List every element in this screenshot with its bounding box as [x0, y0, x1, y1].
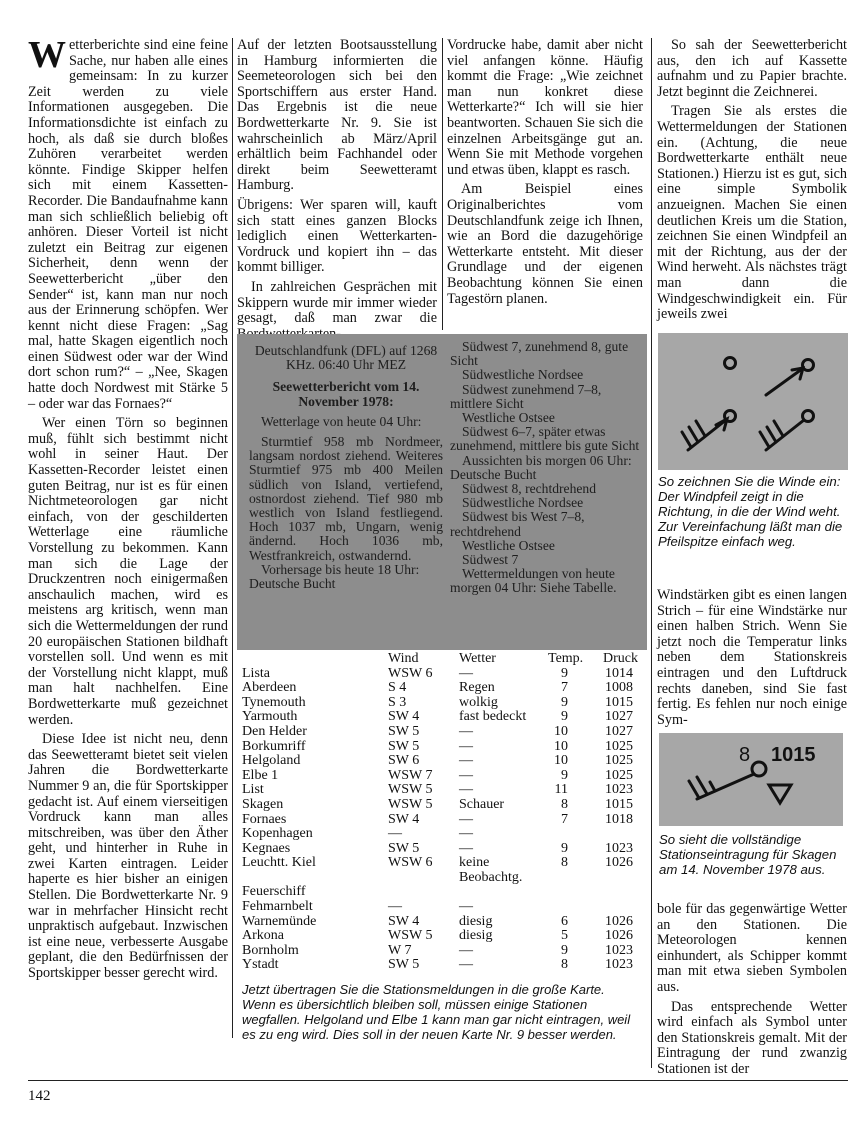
report-line: Deutschlandfunk (DFL) auf 1268 KHz. 06:40 Uhr MEZ — [254, 343, 438, 373]
header-wind: Wind — [388, 651, 419, 666]
station-name: Borkumriff — [242, 738, 306, 754]
report-line: Südwest 8, rechtdrehend — [462, 481, 597, 497]
station-wetter-line: — — [459, 782, 473, 798]
station-druck: 1025 — [605, 753, 633, 769]
station-druck: 1014 — [605, 665, 633, 681]
report-line: Südwest 7, zunehmend 8, gute Sicht — [450, 339, 629, 369]
report-line: Südwest 6–7, später etwas zunehmend, mittlere bis gute Sicht — [450, 424, 640, 454]
station-wetter-line: Regen — [459, 680, 495, 696]
station-temp: 7 — [561, 680, 568, 696]
column-rule-1 — [232, 38, 233, 1038]
article-column-3 — [447, 38, 643, 311]
article-column-4-middle — [657, 588, 847, 732]
station-wetter-line: — — [459, 942, 473, 958]
station-name: List — [242, 782, 264, 798]
station-wetter-line: — — [459, 957, 473, 973]
paragraph-text: etterberichte sind eine feine Sache, nur haben alle eines gemeinsam: In zu kurzer Zeit werden zu viele Informationen ausgegeben. Die Informationsdichte ist einfach zu hoch, als daß sie durch bloßes Zuhören verarbeitet werden könnte. Findige Skipper helfen sich mit einem Kassetten-Recorder. Die Bandaufnahme kann man sich schließlich beliebig oft anhören. Dieser Vorteil ist nicht zuletzt ein Beitrag zur eigenen Sicherheit, denn wenn der Seewetterbericht „über den Sender“ ist, kann man nur noch aus der Erinnerung schöpfen. Wer kennt nicht diese Fragen: „Sag mal, hatte Skagen eigentlich noch einen Südwest oder war der Wind dort schon rum?“ – „Nee, Skagen hatte doch Nordwest mit Stärke 5 – oder war das Fornaes?“ — [28, 37, 228, 412]
station-name: Ystadt — [242, 957, 279, 973]
station-wetter — [459, 754, 473, 769]
paragraph: Übrigens: Wer sparen will, kauft sich statt eines ganzen Blocks lediglich einen Wetterkarten-Vordruck und kopiert ihn – das kommt billiger. — [237, 196, 437, 276]
station-wetter-line: diesig — [459, 928, 493, 944]
station-wetter — [459, 900, 473, 915]
station-wind: WSW 6 — [388, 855, 433, 871]
station-wetter-line: Beobachtg. — [459, 869, 523, 885]
header-wetter: Wetter — [459, 651, 496, 666]
paragraph: Vordrucke habe, damit aber nicht viel anfangen könne. Häufig kommt die Frage: „Wie zeichnet man nun konkret diese Wetterkarte?“ Ich will sie hier beantworten. Schauen Sie sich die einzelnen Arbeitsgänge gut an. Wenn Sie mit Methode vorgehen und etwas üben, klappt es rasch. — [447, 37, 643, 178]
table-row — [240, 944, 645, 959]
report-line: Wetterlage von heute 04 Uhr: — [261, 413, 422, 429]
station-name: Feuerschiff — [242, 884, 306, 900]
station-name: Arkona — [242, 928, 284, 944]
station-wind: SW 5 — [388, 840, 420, 856]
table-row — [240, 740, 645, 755]
station-druck: 1015 — [605, 694, 633, 710]
wind-arrow-icon — [697, 774, 754, 799]
station-entry-illustration — [659, 733, 843, 826]
table-row — [240, 856, 645, 885]
station-druck: 1027 — [605, 723, 633, 739]
wind-feather-icon — [697, 777, 707, 794]
report-line: Westliche Ostsee — [462, 537, 555, 553]
station-temp: 7 — [561, 811, 568, 827]
station-entry-figure — [659, 733, 843, 826]
station-temp: 6 — [561, 913, 568, 929]
paragraph: Wer einen Törn so beginnen muß, fühlt sich bestimmt nicht wohl in seiner Haut. Der Kassetten-Recorder leistet einen guten Beitrag, nur ist es für einen Nichtmeteorologen gar nicht einfach, von der geschilderten Wetterlage eine räumliche Vorstellung zu bekommen. Kann man sich die Lage der Druckzentren noch einigermaßen anschaulich machen, wird es meistens arg kritisch, wenn man sich die Wettermeldungen der rund 20 europäischen Stationen bildhaft vorstellen soll. Und wenn es mit der Vorstellung nicht klappt, muß man halt nachhelfen. Eine Bordwetterkarte muß gezeichnet werden. — [28, 415, 228, 728]
station-temp: 5 — [561, 928, 568, 944]
drop-cap: W — [28, 34, 66, 76]
station-name: Fornaes — [242, 811, 287, 827]
report-line: Wettermeldungen von heute morgen 04 Uhr: Siehe Tabelle. — [450, 566, 617, 596]
weather-report-box — [237, 334, 647, 650]
paragraph: Das entsprechende Wetter wird einfach als Symbol unter den Stationskreis gemalt. Mit der Eintragung der rund zwanzig Stationen ist der — [657, 998, 847, 1077]
table-row — [240, 958, 645, 973]
table-row — [240, 798, 645, 813]
station-wetter-line: keine — [459, 855, 490, 871]
table-row — [240, 710, 645, 725]
station-wetter — [459, 667, 473, 682]
station-wind: SW 4 — [388, 811, 420, 827]
report-line: Südwest 7 — [462, 552, 519, 568]
station-wind: W 7 — [388, 942, 412, 958]
station-name: Kegnaes — [242, 840, 291, 856]
table-row — [240, 842, 645, 857]
station-druck: 1025 — [605, 738, 633, 754]
station-wind: SW 4 — [388, 709, 420, 725]
station-name: Tynemouth — [242, 694, 306, 710]
wind-feather-icon — [689, 781, 699, 798]
paragraph: Windstärken gibt es einen langen Strich – für eine Windstärke nur einen halben Strich. Wenn Sie jetzt noch die Temperatur links neben dem Stationskreis eintragen und den Luftdruck rechts daneben, sind Sie fast fertig. Es fehlen nur noch einige Sym- — [657, 587, 847, 728]
station-wetter — [459, 740, 473, 755]
table-row — [240, 900, 645, 915]
station-wetter-line: — — [459, 898, 473, 914]
station-name: Aberdeen — [242, 680, 297, 696]
station-wetter — [459, 842, 473, 857]
station-wetter — [459, 915, 492, 930]
station-wetter — [459, 725, 473, 740]
wind-feather-icon — [710, 782, 715, 791]
station-wind: WSW 5 — [388, 796, 433, 812]
report-line: Südwest bis West 7–8, rechtdrehend — [450, 509, 585, 539]
station-druck: 1023 — [605, 782, 633, 798]
station-wetter-line: — — [459, 738, 473, 754]
station-wind: SW 6 — [388, 753, 420, 769]
wind-feather-icon — [682, 432, 691, 447]
station-name: Bornholm — [242, 942, 299, 958]
wind-symbol-figure — [658, 333, 848, 470]
report-line: Aussichten bis morgen 06 Uhr: Deutsche Bucht — [450, 452, 632, 482]
temperature-label: 8 — [739, 744, 751, 766]
station-druck: 1027 — [605, 709, 633, 725]
report-line: Südwestliche Nordsee — [462, 495, 584, 511]
wind-arrow-icon — [766, 369, 802, 395]
column-rule-2 — [442, 38, 443, 330]
station-name: Den Helder — [242, 723, 307, 739]
table-body — [240, 667, 645, 973]
table-row — [240, 769, 645, 784]
station-circle-icon — [725, 358, 736, 369]
station-wind: WSW 7 — [388, 767, 433, 783]
report-line: Südwestliche Nordsee — [462, 367, 584, 383]
table-row — [240, 696, 645, 711]
table-row — [240, 915, 645, 930]
station-wetter-line: — — [459, 811, 473, 827]
station-druck: 1015 — [605, 796, 633, 812]
station-wetter — [459, 769, 473, 784]
page-number: 142 — [28, 1088, 51, 1104]
wind-feather-icon — [774, 421, 783, 436]
station-temp: 10 — [554, 738, 568, 754]
table-caption: Jetzt übertragen Sie die Stationsmeldungen in die große Karte. Wenn es übersichtlich bleiben soll, müssen einige Stationen wegfallen. Helgoland und Elbe 1 kann man gar nicht eintragen, weil es zu eng wird. Dies soll in der neuen Karte Nr. 9 besser werden. — [242, 982, 631, 1042]
wind-feather-icon — [689, 427, 698, 442]
station-druck: 1026 — [605, 855, 633, 871]
station-wetter — [459, 944, 473, 959]
station-druck: 1008 — [605, 680, 633, 696]
shower-symbol-icon — [769, 785, 791, 803]
article-column-4-bottom — [657, 902, 847, 1082]
report-line: Sturmtief 958 mb Nordmeer, langsam nordost ziehend. Weiteres Sturmtief 975 mb 400 Meilen südlich von Island, vertiefend, ostnordost ziehend. Tief 980 mb westlich von Island festliegend. Hoch 1037 mb, Ungarn, wenig ändernd. Hoch 1036 mb, Westfrankreich, ostwandernd. — [249, 434, 443, 563]
station-druck: 1023 — [605, 840, 633, 856]
article-column-4 — [657, 38, 847, 327]
table-row — [240, 929, 645, 944]
station-temp: 9 — [561, 665, 568, 681]
station-temp: 10 — [554, 753, 568, 769]
wind-feather-icon — [760, 432, 769, 447]
station-druck: 1018 — [605, 811, 633, 827]
station-wetter-line: diesig — [459, 913, 493, 929]
paragraph: Tragen Sie als erstes die Wettermeldungen der Stationen ein. (Achtung, die neue Bordwetterkarte enthält neue Stationen.) Hierzu ist es gut, sich eine simple Symbolik anzueignen. Machen Sie einen deutlichen Kreis um die Station, zeichnen Sie einen Windpfeil an mit der Richtung, aus der der Wind herweht. Als nächstes trägt man dann die Windgeschwindigkeit ein. Für jeweils zwei — [657, 103, 847, 323]
header-druck: Druck — [603, 651, 638, 666]
wind-arrows-illustration — [658, 333, 848, 470]
report-line: Westliche Ostsee — [462, 410, 555, 426]
station-temp: 8 — [561, 957, 568, 973]
station-name: Yarmouth — [242, 709, 298, 725]
station-wetter-line: — — [459, 723, 473, 739]
station-wetter-line: wolkig — [459, 694, 498, 710]
table-row — [240, 725, 645, 740]
station-druck: 1026 — [605, 928, 633, 944]
station-name: Skagen — [242, 796, 284, 812]
column-rule-3 — [651, 38, 652, 1068]
table-row — [240, 754, 645, 769]
weather-report-left — [249, 344, 443, 591]
pressure-label: 1015 — [771, 744, 816, 766]
station-wind: — — [388, 826, 402, 842]
paragraph: So sah der Seewetterbericht aus, den ich auf Kassette aufnahm und zu Papier brachte. Jetzt beginnt die Zeichnerei. — [657, 37, 847, 100]
article-column-2 — [237, 38, 437, 346]
station-wetter-line: — — [459, 753, 473, 769]
station-name: Lista — [242, 665, 270, 681]
station-wind: SW 4 — [388, 913, 420, 929]
station-druck: 1025 — [605, 767, 633, 783]
station-wetter — [459, 929, 492, 944]
paragraph: In zahlreichen Gesprächen mit Skippern wurde mir immer wieder gesagt, daß man zwar die — [237, 278, 437, 327]
station-wetter — [459, 958, 473, 973]
station-wind: SW 5 — [388, 957, 420, 973]
station-wind: WSW 5 — [388, 782, 433, 798]
paragraph — [28, 34, 228, 412]
station-wetter-line: — — [459, 826, 473, 842]
table-row — [240, 783, 645, 798]
paragraph: Auf der letzten Bootsausstellung in Hamburg informierten die Seemeteorologen sich bei den Sportschiffern aus erster Hand. Das Ergebnis ist die neue Bordwetterkarte Nr. 9. Sie ist wahrscheinlich ab März/April erhältlich beim Fachhandel oder direkt beim Seewetteramt Hamburg. — [237, 37, 437, 194]
station-wind: — — [388, 898, 402, 914]
report-heading: Seewetterbericht vom 14. November 1978: — [272, 379, 420, 409]
station-wind: SW 5 — [388, 723, 420, 739]
station-wetter — [459, 681, 495, 696]
station-wetter — [459, 710, 526, 725]
station-name: Fehmarnbelt — [242, 898, 313, 914]
station-wind: WSW 5 — [388, 928, 433, 944]
station-temp: 9 — [561, 694, 568, 710]
wind-feather-icon — [767, 427, 776, 442]
station-name: Warnemünde — [242, 913, 317, 929]
station-name: Helgoland — [242, 753, 301, 769]
station-wetter — [459, 827, 473, 842]
station-wind: SW 5 — [388, 738, 420, 754]
article-column-1 — [28, 34, 228, 986]
table-row — [240, 813, 645, 828]
station-wetter-line: Schauer — [459, 796, 505, 812]
figure-1-caption: So zeichnen Sie die Winde ein: Der Windpfeil zeigt in die Richtung, in die der Wind weht. Zur Vereinfachung läßt man die Pfeilspitze einfach weg. — [658, 474, 843, 549]
stations-table — [240, 652, 645, 973]
table-header — [240, 652, 645, 667]
station-temp: 9 — [561, 709, 568, 725]
station-temp: 11 — [554, 782, 568, 798]
station-druck: 1023 — [605, 957, 633, 973]
station-name: Leuchtt. Kiel — [242, 855, 316, 871]
weather-report-right — [450, 340, 642, 596]
station-temp: 8 — [561, 796, 568, 812]
paragraph: bole für das gegenwärtige Wetter an den Stationen. Die Meteorologen kennen einhundert, als Schipper kommt man mit etwa sieben Symbolen aus. — [657, 901, 847, 995]
station-temp: 10 — [554, 723, 568, 739]
station-druck: 1026 — [605, 913, 633, 929]
station-temp: 8 — [561, 855, 568, 871]
report-line: Vorhersage bis heute 18 Uhr: Deutsche Bucht — [249, 561, 420, 592]
station-wind: S 4 — [388, 680, 407, 696]
report-line: Südwest zunehmend 7–8, mittlere Sicht — [450, 381, 602, 411]
station-temp: 9 — [561, 767, 568, 783]
paragraph: Diese Idee ist nicht neu, denn das Seewetteramt bietet seit vielen Jahren die Bordwetterkarte Nummer 9 an, die für Sportskipper gedacht ist. Auf einem vierseitigen Vordruck kann man alles mitschreiben, was über den Äther geht, und hinterher in Ruhe in zwei Karten eintragen. Leider haperte es hier bisher an einigen Stellen. Die Bordwetterkarte Nr. 9 war in mehrfacher Hinsicht recht unpraktisch aufgebaut. Inzwischen ist eine neue, verbesserte Ausgabe geplant, die den Bedürfnissen der Sportskipper besser gerecht wird. — [28, 731, 228, 982]
station-wind: S 3 — [388, 694, 407, 710]
paragraph: Am Beispiel eines Originalberichtes vom Deutschlandfunk zeige ich Ihnen, wie an Bord die dazugehörige Wetterkarte entsteht. Mit dieser Grundlage und der eigenen Beobachtung können Sie einen Tagestörn planen. — [447, 181, 643, 307]
station-wetter-line: fast bedeckt — [459, 709, 527, 725]
station-wetter — [459, 798, 504, 813]
station-druck: 1023 — [605, 942, 633, 958]
table-row — [240, 885, 645, 900]
station-wetter — [459, 856, 522, 885]
table-row — [240, 827, 645, 842]
header-temp: Temp. — [548, 651, 584, 666]
table-row — [240, 667, 645, 682]
station-name: Kopenhagen — [242, 826, 313, 842]
wind-feather-icon — [696, 421, 705, 436]
table-row — [240, 681, 645, 696]
station-wetter-line: — — [459, 840, 473, 856]
station-wetter — [459, 813, 473, 828]
station-temp: 9 — [561, 840, 568, 856]
station-temp: 9 — [561, 942, 568, 958]
figure-2-caption: So sieht die vollständige Stationseintragung für Skagen am 14. November 1978 aus. — [659, 832, 837, 877]
station-wetter — [459, 696, 498, 711]
station-wetter — [459, 783, 473, 798]
station-wind: WSW 6 — [388, 665, 433, 681]
station-wetter-line: — — [459, 665, 473, 681]
station-wetter-line: — — [459, 767, 473, 783]
station-name: Elbe 1 — [242, 767, 279, 783]
